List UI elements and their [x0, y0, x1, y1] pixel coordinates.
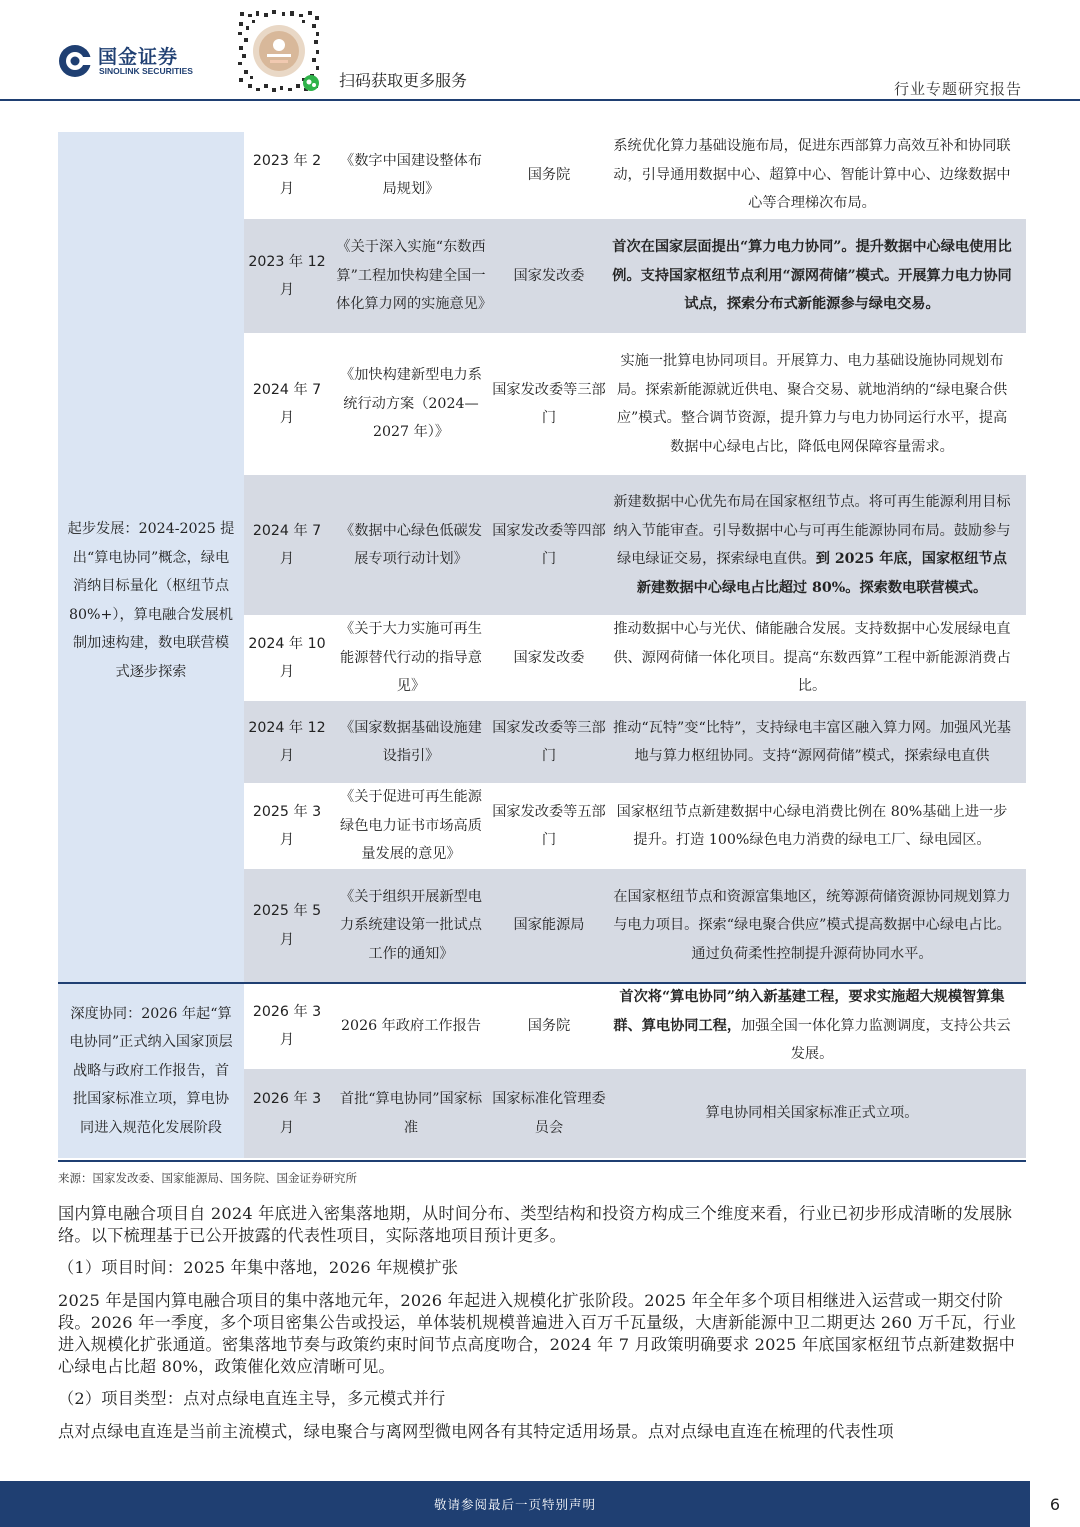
page-number: 6 — [1049, 1494, 1061, 1514]
report-type-label: 行业专题研究报告 — [893, 80, 1022, 98]
date-cell: 2023 年 2 月 — [252, 152, 322, 197]
section-heading: （2）项目类型：点对点绿电直连主导，多元模式并行 — [58, 1389, 446, 1408]
content-cell: 系统优化算力基础设施布局，促进东西部算力高效互补和协同联动，引导通用数据中心、超算中心、智能计算中心、边缘数据中心等合理梯次布局。 — [613, 138, 1011, 212]
company-logo — [58, 42, 218, 82]
date-cell: 2024 年 7 月 — [252, 522, 322, 567]
phase-label: 深度协同：2026 年起“算电协同”正式纳入国家顶层战略与政府工作报告，首批国家标准立项，算电协同进入规范化发展阶段 — [69, 1005, 233, 1136]
content-cell: 推动“瓦特”变“比特”，支持绿电丰富区融入算力网。加强风光基地与算力枢纽协同。支持“源网荷储”模式，探索绿电直供 — [613, 719, 1011, 764]
content-cell: 实施一批算电协同项目。开展算力、电力基础设施协同规划布局。探索新能源就近供电、聚合交易、就地消纳的“绿电聚合供应”模式。整合调节资源，提升算力与电力协同运行水平，提高数据中心绿电占比，降低电网保障容量需求。 — [616, 353, 1008, 455]
header-divider — [0, 99, 1080, 101]
date-cell: 2024 年 12 月 — [248, 719, 326, 764]
document-cell: 《关于促进可再生能源绿色电力证书市场高质量发展的意见》 — [340, 789, 482, 863]
date-cell: 2023 年 12 月 — [248, 253, 326, 298]
table-row — [244, 334, 1026, 474]
date-cell: 2025 年 5 月 — [252, 903, 322, 948]
page-header — [0, 0, 1080, 102]
section-heading: （1）项目时间：2025 年集中落地，2026 年规模扩张 — [58, 1258, 459, 1277]
table-row — [244, 616, 1026, 700]
date-cell: 2026 年 3 月 — [252, 1091, 322, 1136]
table-row — [244, 132, 1026, 218]
agency-cell: 国家发改委等四部门 — [492, 522, 606, 567]
table-source-note: 来源：国家发改委、国家能源局、国务院、国金证券研究所 — [58, 1171, 357, 1185]
content-cell: 在国家枢纽节点和资源富集地区，统筹源荷储资源协同规划算力与电力项目。探索“绿电聚合供应”模式提高数据中心绿电占比。通过负荷柔性控制提升源荷协同水平。 — [613, 888, 1011, 962]
table-row — [244, 701, 1026, 783]
policy-table — [58, 132, 1026, 1162]
agency-cell: 国家能源局 — [513, 917, 585, 934]
document-cell: 《国家数据基础设施建设指引》 — [340, 719, 482, 764]
phase-cell-early-development — [58, 218, 244, 983]
qr-code-icon[interactable] — [236, 8, 322, 94]
agency-cell: 国家发改委 — [513, 267, 585, 284]
date-cell: 2026 年 3 月 — [252, 1003, 322, 1048]
body-paragraph: 点对点绿电直连是当前主流模式，绿电聚合与离网型微电网各有其特定适用场景。点对点绿电直连在梳理的代表性项 — [58, 1422, 894, 1441]
logo-english-name: SINOLINK SECURITIES — [99, 66, 193, 76]
logo-chinese-name: 国金证券 — [98, 46, 179, 68]
content-cell: 推动数据中心与光伏、储能融合发展。支持数据中心发展绿电直供、源网荷储一体化项目。提高“东数西算”工程中新能源消费占比。 — [613, 621, 1011, 695]
agency-cell: 国务院 — [527, 166, 571, 183]
content-text: 加强全国一体化算力监测调度，支持公共云发展。 — [741, 1017, 1011, 1063]
content-cell: 国家枢纽节点新建数据中心绿电消费比例在 80%基础上进一步提升。打造 100%绿色电力消费的绿电工厂、绿电园区。 — [616, 803, 1008, 848]
body-paragraph: 2025 年是国内算电融合项目的集中落地元年，2026 年起进入规模化扩张阶段。2025 年全年多个项目相继进入运营或一期交付阶段。2026 年一季度，多个项目密集公告或投运，单体装机规模普遍进入百万千瓦量级，大唐新能源中卫二期更达 260 万千瓦，行业进入规模化扩张通道。密集落地节奏与政策约束时间节点高度吻合，2024 年 7 月政策明确要求 2025 年底国家枢纽节点新建数据中心绿电占比超 80%，政策催化效应清晰可见。 — [58, 1291, 1017, 1376]
table-row — [244, 984, 1026, 1068]
agency-cell: 国务院 — [527, 1017, 571, 1034]
document-cell: 《数据中心绿色低碳发展专项行动计划》 — [340, 522, 482, 567]
date-cell: 2024 年 7 月 — [252, 381, 322, 426]
table-row — [244, 219, 1026, 333]
document-cell: 《关于大力实施可再生能源替代行动的指导意见》 — [340, 621, 482, 695]
body-paragraph: 国内算电融合项目自 2024 年底进入密集落地期，从时间分布、类型结构和投资方构成三个维度来看，行业已初步形成清晰的发展脉络。以下梳理基于已公开披露的代表性项目，实际落地项目预计更多。 — [58, 1204, 1012, 1245]
table-row — [244, 475, 1026, 615]
content-cell: 算电协同相关国家标准正式立项。 — [705, 1105, 919, 1122]
agency-cell: 国家标准化管理委员会 — [492, 1091, 606, 1136]
document-cell: 首批“算电协同”国家标准 — [339, 1091, 483, 1136]
document-cell: 《关于深入实施“东数西算”工程加快构建全国一体化算力网的实施意见》 — [336, 239, 493, 313]
phase-label: 起步发展：2024-2025 提出“算电协同”概念，绿电消纳目标量化（枢纽节点 80%+），算电融合发展机制加速构建，数电联营模式逐步探索 — [67, 521, 235, 680]
date-cell: 2025 年 3 月 — [252, 803, 322, 848]
footer-bar — [0, 1481, 1030, 1527]
content-text: 新建数据中心优先布局在国家枢纽节点。将可再生能源利用目标纳入节能审查。引导数据中心与可再生能源协同布局。鼓励参与绿电绿证交易，探索绿电直供。 — [613, 494, 1011, 567]
content-cell: 首次在国家层面提出“算力电力协同”。提升数据中心绿电使用比例。支持国家枢纽节点利用“源网荷储”模式。开展算力电力协同试点，探索分布式新能源参与绿电交易。 — [612, 239, 1012, 313]
sinolink-logo-icon — [58, 44, 92, 78]
date-cell: 2024 年 10 月 — [248, 635, 326, 680]
document-cell: 《数字中国建设整体布局规划》 — [340, 152, 482, 197]
phase-cell-deep-collaboration — [58, 984, 244, 1158]
table-bottom-rule — [58, 1160, 1026, 1162]
table-row — [244, 784, 1026, 868]
phase-cell-continued — [58, 132, 244, 218]
agency-cell: 国家发改委等三部门 — [492, 381, 606, 426]
agency-cell: 国家发改委等五部门 — [492, 803, 606, 848]
content-emphasis: 到 2025 年底，国家枢纽节点新建数据中心绿电占比超过 80%。探索数电联营模式。 — [636, 551, 1007, 596]
table-row — [244, 1069, 1026, 1158]
disclaimer-notice[interactable]: 敬请参阅最后一页特别声明 — [433, 1497, 596, 1512]
page-footer — [0, 1481, 1080, 1527]
document-cell: 2026 年政府工作报告 — [341, 1017, 481, 1034]
scan-for-services-label: 扫码获取更多服务 — [339, 71, 468, 90]
table-row — [244, 869, 1026, 982]
agency-cell: 国家发改委等三部门 — [492, 719, 606, 764]
content-emphasis: 首次将“算电协同”纳入新基建工程，要求实施超大规模智算集群、算电协同工程， — [613, 989, 1005, 1034]
content-cell — [612, 475, 1012, 615]
content-cell — [612, 984, 1012, 1068]
document-cell: 《加快构建新型电力系统行动方案（2024—2027 年）》 — [340, 367, 482, 441]
document-cell: 《关于组织开展新型电力系统建设第一批试点工作的通知》 — [340, 888, 482, 962]
agency-cell: 国家发改委 — [513, 649, 585, 666]
